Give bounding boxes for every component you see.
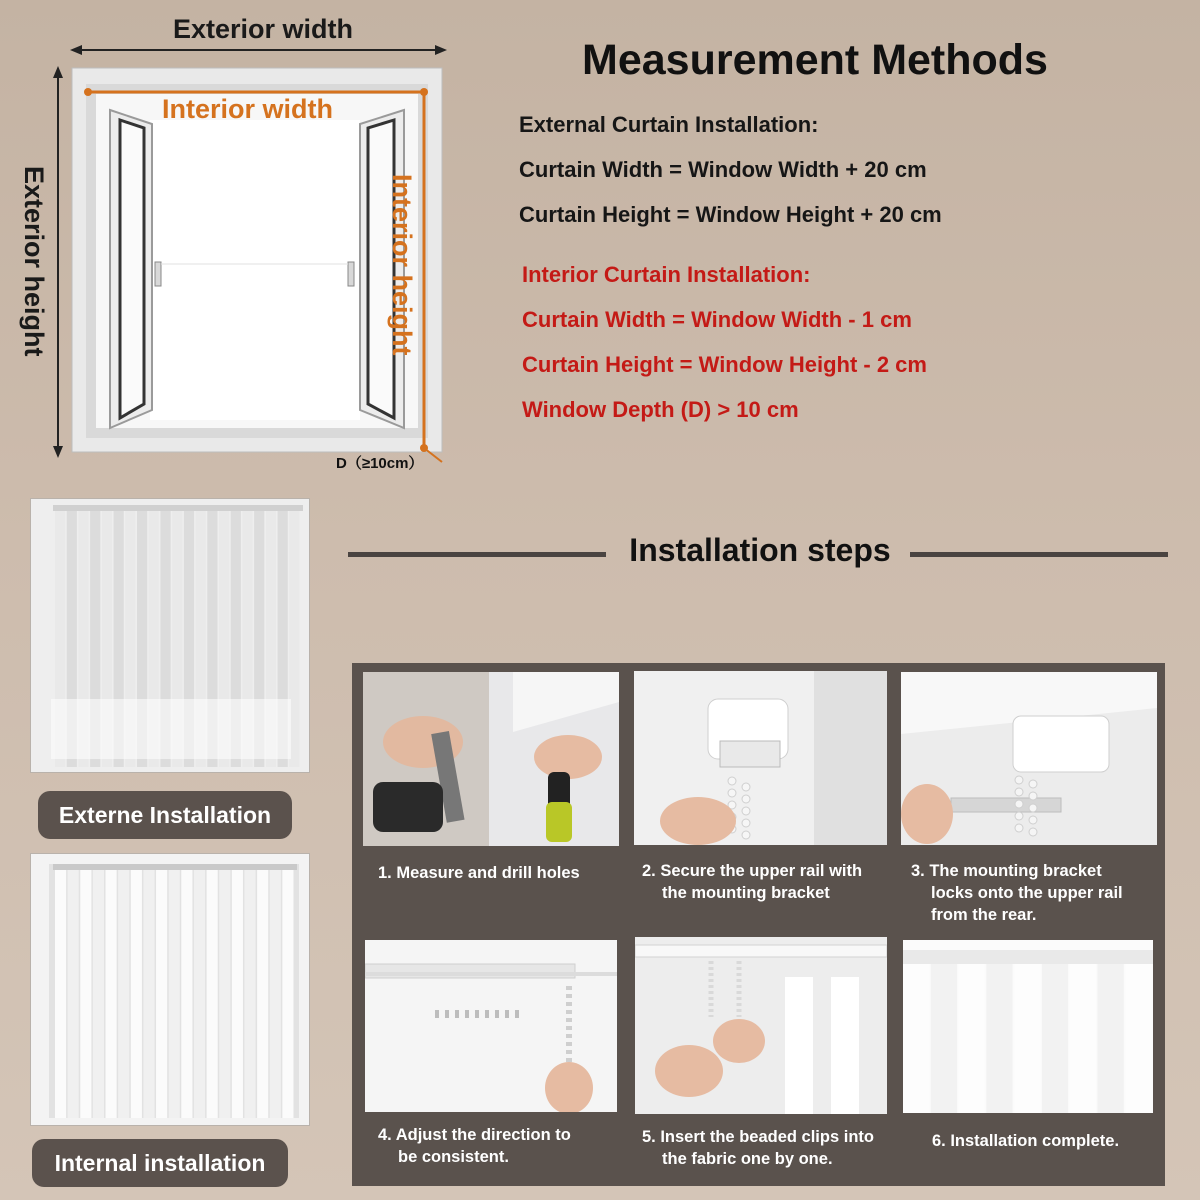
external-installation-photo: [30, 498, 310, 773]
externe-installation-badge: Externe Installation: [38, 791, 292, 839]
step-1-image: [363, 672, 619, 846]
step-3-caption-line2: locks onto the upper rail: [931, 884, 1123, 902]
exterior-height-label: Exterior height: [19, 166, 49, 357]
installation-steps-title: Installation steps: [629, 532, 891, 568]
step-5-image: [635, 937, 887, 1114]
step-1-caption-line1: 1. Measure and drill holes: [378, 864, 580, 882]
external-curtain-width-formula: Curtain Width = Window Width + 20 cm: [519, 157, 927, 182]
step-4-caption-line2: be consistent.: [398, 1148, 509, 1166]
interior-curtain-width-formula: Curtain Width = Window Width - 1 cm: [522, 307, 912, 332]
step-4-caption-line1: 4. Adjust the direction to: [378, 1126, 571, 1144]
vertical-blinds-internal-image: [31, 854, 310, 1126]
step-5-caption: [642, 1126, 874, 1170]
steps-title-rule-left: [348, 552, 606, 557]
step-2-caption: [642, 860, 862, 904]
step-3-caption: [911, 860, 1123, 926]
step-4-image: [365, 940, 617, 1112]
internal-installation-badge: Internal installation: [32, 1139, 288, 1187]
steps-title-rule-right: [910, 552, 1168, 557]
interior-width-label: Interior width: [162, 94, 333, 124]
measurement-methods-title: Measurement Methods: [582, 36, 1048, 84]
step-6-caption-line1: 6. Installation complete.: [932, 1132, 1120, 1150]
external-curtain-height-formula: Curtain Height = Window Height + 20 cm: [519, 202, 942, 227]
depth-label: D（≥10cm）: [336, 455, 424, 472]
step-3-caption-line3: from the rear.: [931, 906, 1037, 924]
step-2-caption-line2: the mounting bracket: [662, 884, 830, 902]
interior-installation-heading: Interior Curtain Installation:: [522, 262, 811, 287]
external-installation-heading: External Curtain Installation:: [519, 112, 819, 137]
window-depth-requirement: Window Depth (D) > 10 cm: [522, 397, 799, 422]
step-6-image: [903, 940, 1153, 1113]
step-3-image: [901, 672, 1157, 845]
step-3-caption-line1: 3. The mounting bracket: [911, 862, 1102, 880]
vertical-blinds-external-image: [31, 499, 310, 773]
installation-steps-panel: [352, 663, 1165, 1186]
step-2-caption-line1: 2. Secure the upper rail with: [642, 862, 863, 880]
step-5-caption-line2: the fabric one by one.: [662, 1150, 833, 1168]
interior-curtain-height-formula: Curtain Height = Window Height - 2 cm: [522, 352, 927, 377]
step-5-caption-line1: 5. Insert the beaded clips into: [642, 1128, 874, 1146]
interior-height-label: Interior height: [387, 174, 417, 356]
window-measurement-diagram: [0, 0, 470, 480]
step-2-image: [634, 671, 887, 845]
step-1-caption: [378, 862, 580, 884]
exterior-width-label: Exterior width: [173, 14, 354, 44]
step-4-caption: [378, 1124, 571, 1168]
step-6-caption: [932, 1130, 1119, 1152]
internal-installation-photo: [30, 853, 310, 1126]
